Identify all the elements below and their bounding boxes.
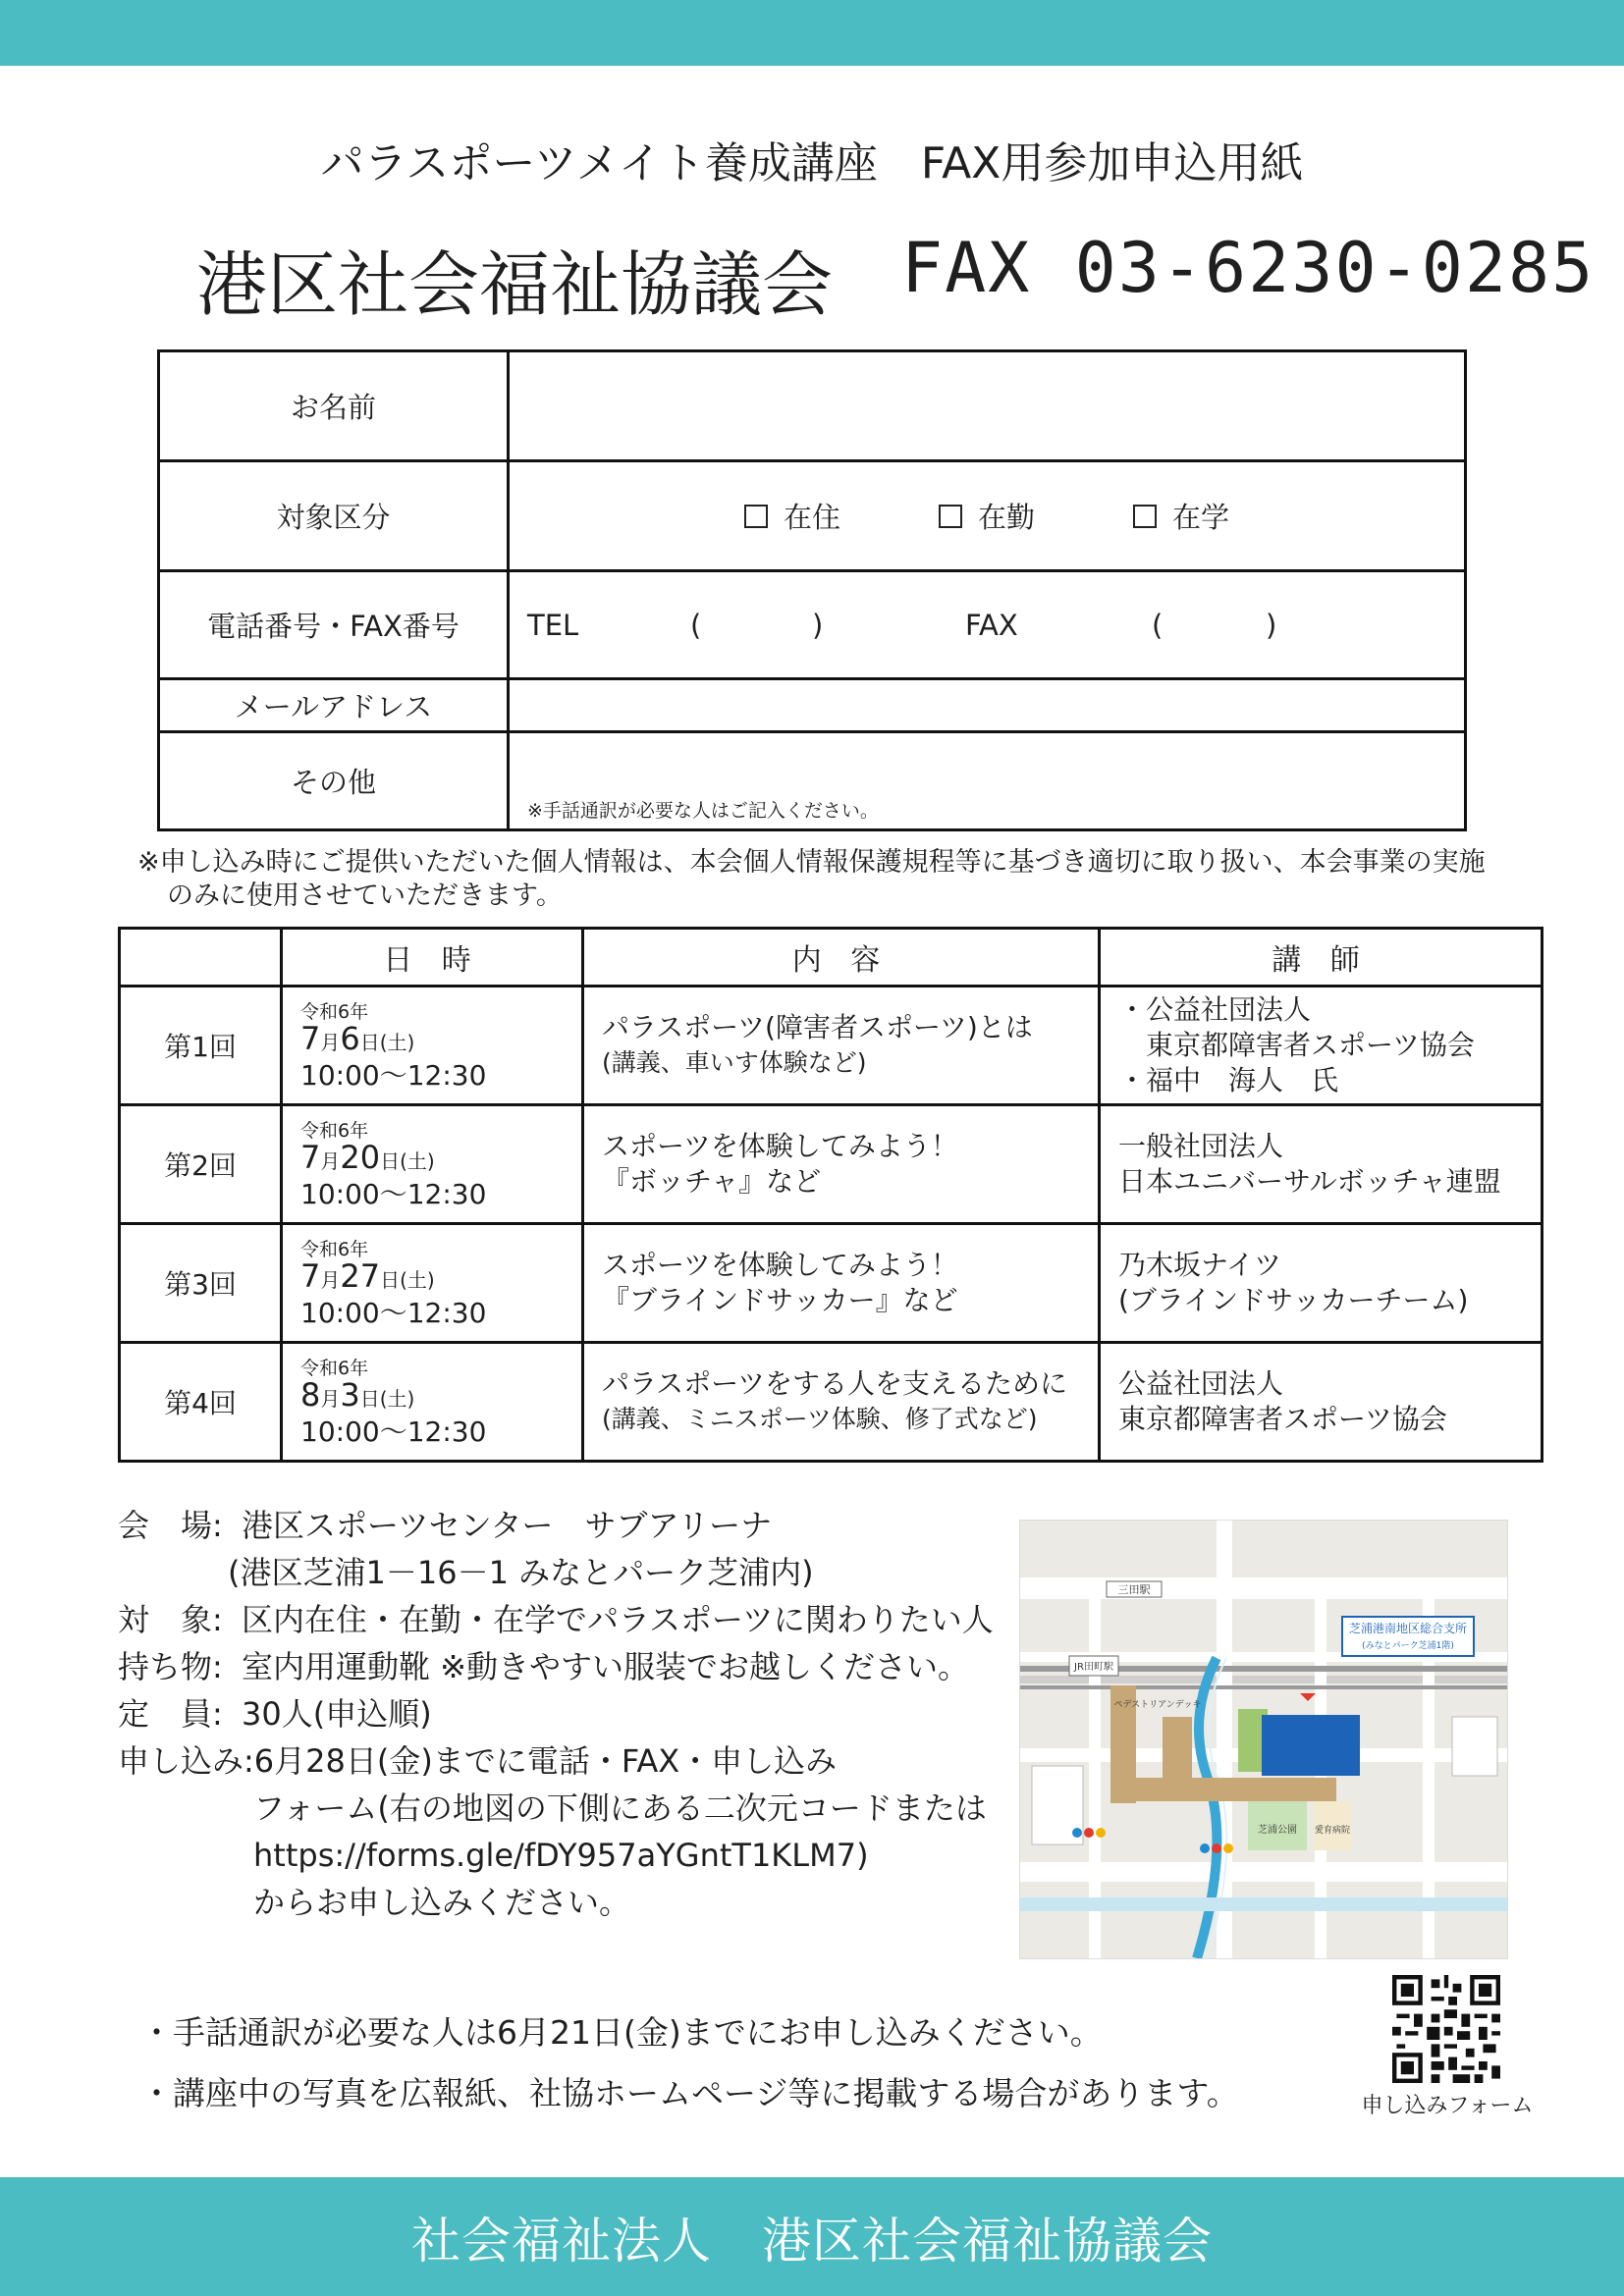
map-building-sub: (みなとパーク芝浦1階)	[1362, 1641, 1454, 1651]
option-worker[interactable]: 在勤	[939, 496, 1035, 536]
capacity-key: 定 員:	[118, 1695, 223, 1733]
items: 室内用運動靴 ※動きやすい服装でお越しください。	[242, 1648, 969, 1685]
email-label: メールアドレス	[159, 679, 509, 732]
target-key: 対 象:	[118, 1601, 223, 1638]
other-field[interactable]	[509, 732, 1466, 830]
map-mita-station: 三田駅	[1117, 1583, 1151, 1596]
apply-line1: 6月28日(金)までに電話・FAX・申し込み	[253, 1742, 838, 1780]
top-accent-band	[0, 0, 1624, 66]
name-label: お名前	[159, 351, 509, 461]
footer-band	[0, 2177, 1624, 2296]
apply-line2: フォーム(右の地図の下側にある二次元コードまたは	[253, 1789, 987, 1827]
venue: 港区スポーツセンター サブアリーナ	[242, 1507, 773, 1544]
email-field[interactable]	[509, 679, 1466, 732]
event-info	[118, 1502, 994, 1926]
fax-number: FAX 03-6230-0285	[901, 228, 1596, 308]
map-graphic	[1020, 1521, 1507, 1958]
map-building-label: 芝浦港南地区総合支所	[1348, 1622, 1468, 1635]
header-blank	[120, 929, 282, 987]
capacity: 30人(申込順)	[242, 1695, 432, 1733]
table-row: 第3回 令和6年 7月27日(土) 10:00～12:30 スポーツを体験してみよう！ 『ブラインドサッカー』など 乃木坂ナイツ (ブラインドサッカーチーム)	[120, 1224, 1543, 1343]
map-deck: ペデストリアンデッキ	[1113, 1700, 1202, 1710]
interpreter-note: ※手話通訳が必要な人はご記入ください。	[527, 800, 879, 822]
checkbox-icon	[744, 505, 768, 528]
privacy-note: ※申し込み時にご提供いただいた個人情報は、本会個人情報保護規程等に基づき適切に取り扱い、本会事業の実施 のみに使用させていただきます。	[137, 847, 1486, 911]
qr-code-icon[interactable]	[1392, 1975, 1500, 2083]
footer-org: 社会福祉法人 港区社会福祉協議会	[411, 2212, 1213, 2269]
fax-label: FAX	[965, 608, 1018, 642]
phone-label: 電話番号・FAX番号	[159, 571, 509, 679]
items-key: 持ち物:	[118, 1648, 223, 1685]
header-lecturer: 講 師	[1100, 929, 1543, 987]
venue-map	[1019, 1520, 1508, 1959]
form-url[interactable]: https://forms.gle/fDY957aYGntT1KLM7)	[253, 1837, 869, 1874]
checkbox-icon	[939, 505, 962, 528]
checkbox-icon	[1133, 505, 1157, 528]
form-subtitle: パラスポーツメイト養成講座 FAX用参加申込用紙	[320, 138, 1304, 188]
option-resident[interactable]: 在住	[744, 496, 840, 536]
table-row: 第1回 令和6年 7月6日(土) 10:00～12:30 パラスポーツ(障害者スポーツ)とは (講義、車いす体験など) ・公益社団法人 東京都障害者スポーツ協会 ・福中 海人 氏	[120, 987, 1543, 1105]
table-row: 第4回 令和6年 8月3日(土) 10:00～12:30 パラスポーツをする人を支えるために (講義、ミニスポーツ体験、修了式など) 公益社団法人 東京都障害者スポーツ協会	[120, 1343, 1543, 1462]
map-tamachi-station: JR田町駅	[1074, 1662, 1113, 1673]
header-datetime: 日 時	[282, 929, 583, 987]
list-item: ・手話通訳が必要な人は6月21日(金)までにお申し込みください。	[140, 2013, 1103, 2052]
schedule-table	[118, 927, 1543, 1463]
page-title	[196, 228, 1595, 330]
application-form-table	[157, 349, 1467, 831]
list-item: ・講座中の写真を広報紙、社協ホームページ等に掲載する場合があります。	[140, 2074, 1239, 2112]
apply-key: 申し込み:	[118, 1742, 254, 1780]
map-park: 芝浦公園	[1258, 1825, 1297, 1836]
apply-line4: からお申し込みください。	[253, 1884, 631, 1921]
name-field[interactable]	[509, 351, 1466, 461]
qr-caption: 申し込みフォーム	[1361, 2094, 1534, 2118]
header-content: 内 容	[583, 929, 1100, 987]
tel-label: TEL	[527, 608, 579, 642]
map-hospital: 愛育病院	[1314, 1826, 1351, 1836]
venue-key: 会 場:	[118, 1507, 223, 1544]
category-label: 対象区分	[159, 461, 509, 571]
venue-address: (港区芝浦1－16－1 みなとパーク芝浦内)	[228, 1554, 814, 1591]
notes-list	[140, 2002, 1239, 2124]
option-student[interactable]: 在学	[1133, 496, 1229, 536]
org-name: 港区社会福祉協議会	[196, 243, 834, 326]
table-row: 第2回 令和6年 7月20日(土) 10:00～12:30 スポーツを体験してみよう！ 『ボッチャ』など 一般社団法人 日本ユニバーサルボッチャ連盟	[120, 1105, 1543, 1224]
other-label: その他	[159, 732, 509, 830]
phone-field[interactable]: TEL ( ) FAX ( )	[509, 571, 1466, 679]
target: 区内在住・在勤・在学でパラスポーツに関わりたい人	[242, 1601, 994, 1638]
category-field	[509, 461, 1466, 571]
